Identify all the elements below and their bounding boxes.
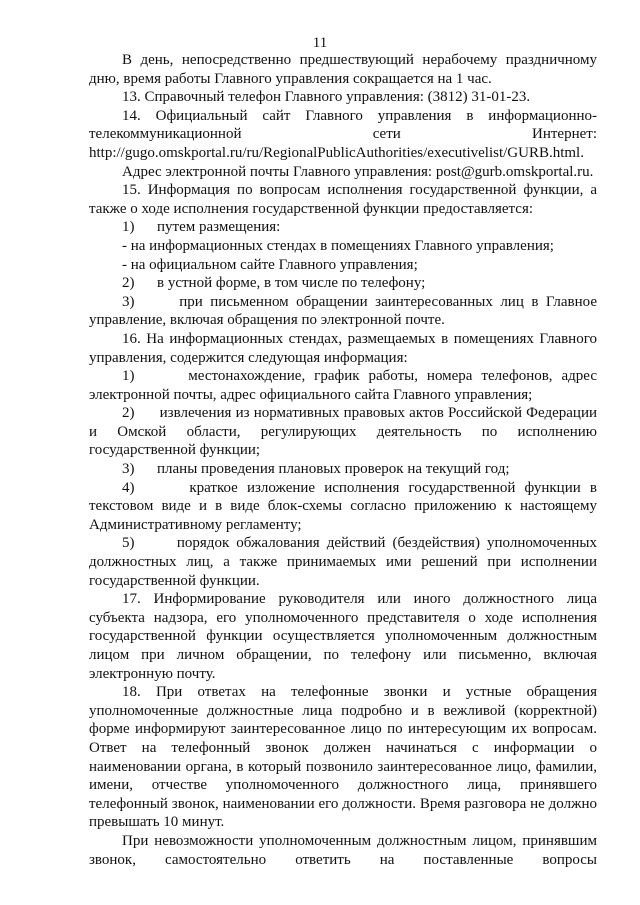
paragraph: 5) порядок обжалования действий (бездействия) уполномоченных должностных лиц, а также принимаемых ими решений при исполнении государственной функции. — [89, 535, 601, 589]
paragraph: При невозможности уполномоченным должностным лицом, принявшим звонок, самостоятельно ответить на поставленные вопросы — [89, 832, 601, 868]
paragraph: - на официальном сайте Главного управления; — [122, 256, 418, 273]
paragraph: Адрес электронной почты Главного управления: post@gurb.omskportal.ru. — [122, 163, 594, 180]
paragraph: 4) краткое изложение исполнения государственной функции в текстовом виде и в виде блок-схемы согласно приложению к настоящему Административному регламенту; — [89, 479, 601, 533]
page-number: 11 — [312, 35, 328, 51]
paragraph: 15. Информация по вопросам исполнения государственной функции, а также о ходе исполнения государственной функции предоставляется: — [89, 182, 601, 217]
paragraph: 1) местонахождение, график работы, номера телефонов, адрес электронной почты, адрес официального сайта Главного управления; — [89, 368, 601, 403]
paragraph: 13. Справочный телефон Главного управления: (3812) 31-01-23. — [122, 89, 531, 106]
paragraph: 3) при письменном обращении заинтересованных лиц в Главное управление, включая обращения по электронной почте. — [89, 293, 601, 329]
paragraph: 17. Информирование руководителя или иного должностного лица субъекта надзора, его уполномоченного представителя о ходе исполнения государственной функции осуществляется уполномоченным должностным лицом при личном обращении, по телефону или письменно, включая электронную почту. — [89, 591, 601, 682]
paragraph: 16. На информационных стендах, размещаемых в помещениях Главного управления, содержится следующая информация: — [89, 330, 601, 366]
paragraph: 3) планы проведения плановых проверок на текущий год; — [122, 461, 510, 478]
document-body — [89, 51, 601, 869]
paragraph: 18. При ответах на телефонные звонки и устные обращения уполномоченные должностные лица подробно и в вежливой (корректной) форме информируют заинтересованное лицо по интересующим их вопросам. Ответ на телефонный звонок должен начинаться с информации о наименовании органа, в который позвонило заинтересованное лицо, фамилии, имени, отчестве уполномоченного должностного лица, принявшего телефонный звонок, наименовании его должности. Время разговора не должно превышать 10 минут. — [89, 684, 601, 831]
paragraph: 1) путем размещения: — [122, 219, 281, 236]
paragraph: В день, непосредственно предшествующий нерабочему праздничному дню, время работы Главного управления сокращается на 1 час. — [89, 52, 601, 87]
paragraph: - на информационных стендах в помещениях Главного управления; — [122, 237, 554, 254]
paragraph: 2) извлечения из нормативных правовых актов Российской Федерации и Омской области, регулирующих деятельность по исполнению государственной функции; — [89, 405, 601, 459]
paragraph: 2) в устной форме, в том числе по телефону; — [122, 275, 426, 292]
paragraph: 14. Официальный сайт Главного управления в информационно-телекоммуникационной сети Интернет: http://gugo.omskportal.ru/ru/RegionalPublicAuthorities/executivelist/GURB.html. — [89, 107, 601, 161]
